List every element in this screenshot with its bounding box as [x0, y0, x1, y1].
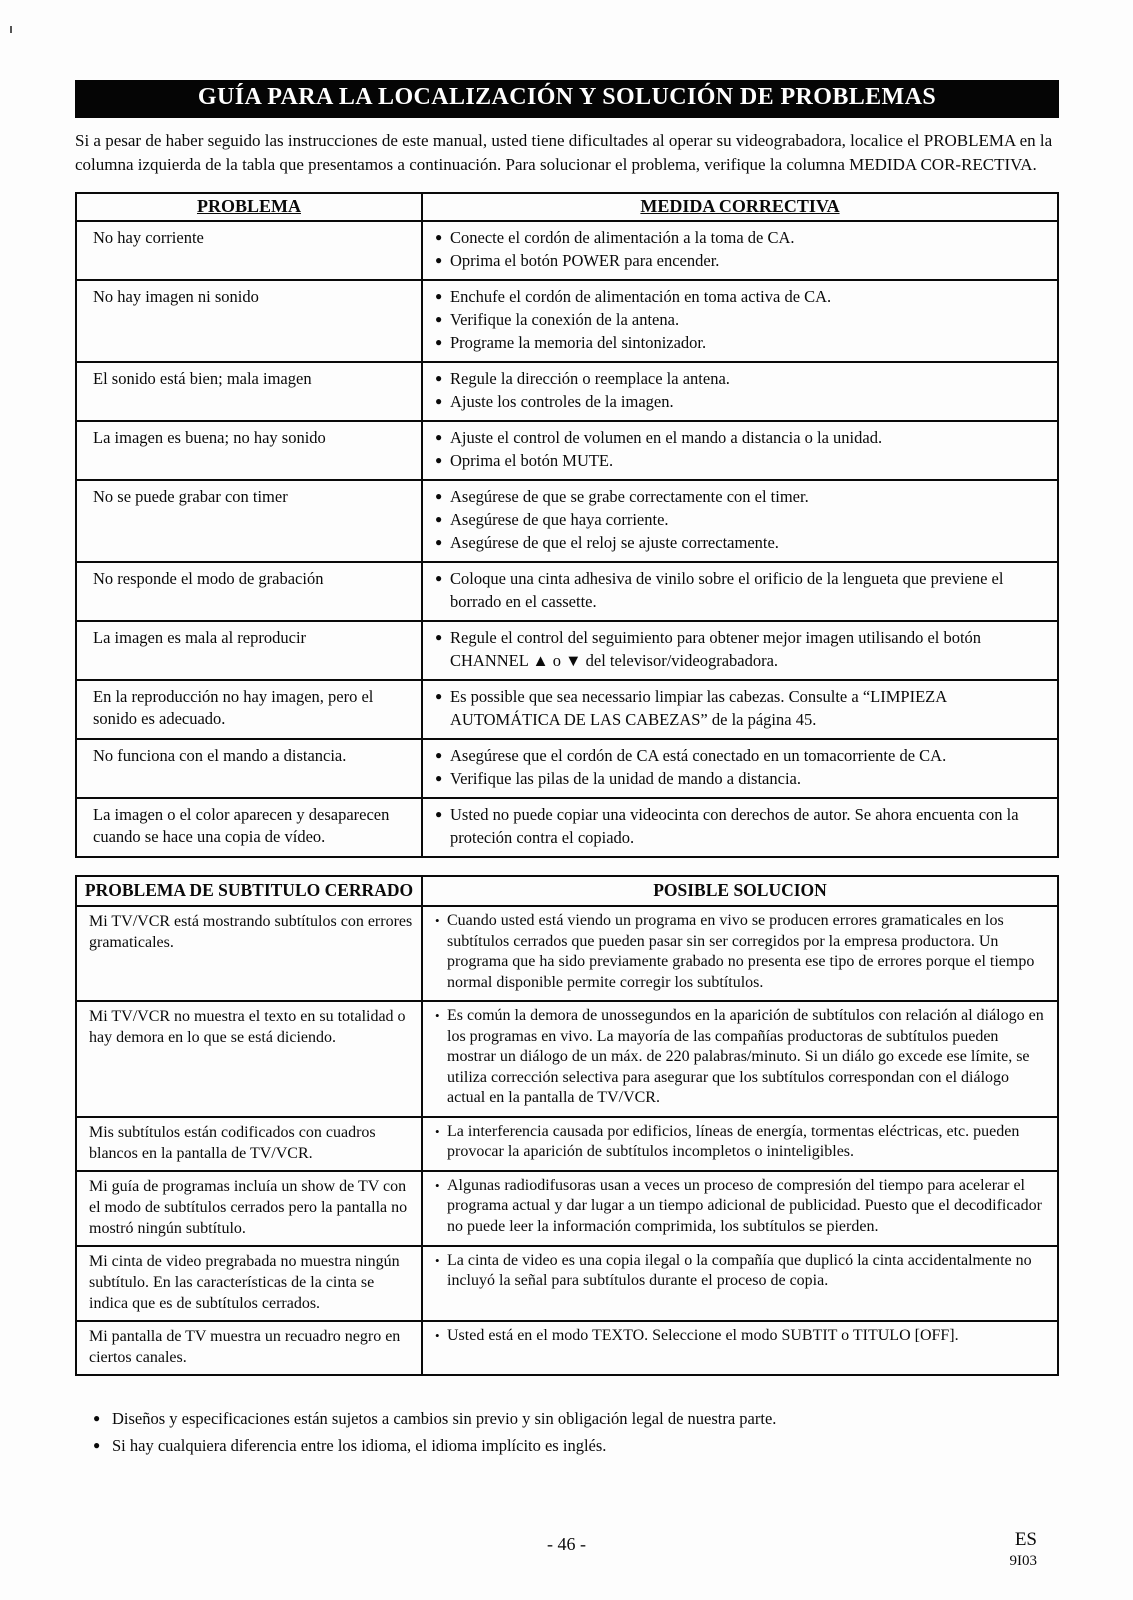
language-code: ES: [1014, 1529, 1037, 1550]
bullet-text: Es común la demora de unossegundos en la aparición de subtítulos con relación al diálogo en los programas en vivo. La mayoría de las compañías productoras de subtítulos pueden mostrar un diálogo de un máx. de 220 palabras/minuto. Si un diálo go excede ese límite, se utiliza corrección selectiva para asegurar que los subtítulos correspondan con el diálogo actual en la pantalla de TV/VCR.: [447, 1007, 1044, 1106]
solutions-cell: [422, 421, 1058, 480]
troubleshooting-table: [75, 192, 1059, 858]
solutions-cell: [422, 1171, 1058, 1246]
page-title: GUÍA PARA LA LOCALIZACIÓN Y SOLUCIÓN DE PROBLEMAS: [197, 84, 937, 110]
problem-cell: La imagen es buena; no hay sonido: [76, 421, 422, 480]
bullet-icon: ●: [435, 394, 443, 408]
bullet-item: [435, 567, 1051, 613]
intro-paragraph: Si a pesar de haber seguido las instrucciones de este manual, usted tiene dificultades al operar su videograbadora, localice el PROBLEMA en la columna izquierda de la tabla que presentamos a continuación. Para solucionar el problema, verifique la columna MEDIDA COR-RECTIVA.: [75, 131, 1053, 174]
table-row: [76, 1246, 1058, 1321]
table-row: [76, 562, 1058, 621]
closed-caption-table: [75, 875, 1059, 1376]
solutions-cell: [422, 680, 1058, 739]
bullet-icon: ●: [93, 1437, 101, 1452]
bullet-text: Verifique las pilas de la unidad de mando a distancia.: [450, 769, 801, 788]
footer-codes: [1010, 1528, 1038, 1571]
problem-cell: El sonido está bien; mala imagen: [76, 362, 422, 421]
problem-cell: No se puede grabar con timer: [76, 480, 422, 562]
bullet-item: [93, 1405, 1059, 1432]
bullet-text: Usted está en el modo TEXTO. Seleccione el modo SUBTIT o TITULO [OFF].: [447, 1326, 959, 1344]
solutions-cell: [422, 362, 1058, 421]
table-row: [76, 906, 1058, 1001]
solutions-cell: [422, 906, 1058, 1001]
bullet-icon: ●: [435, 230, 443, 244]
table-row: [76, 480, 1058, 562]
bullet-icon: ●: [435, 807, 443, 821]
bullet-icon: ●: [435, 512, 443, 526]
table-row: [76, 1321, 1058, 1375]
bullet-text: Cuando usted está viendo un programa en vivo se producen errores gramaticales en los subtítulos cerrados que pueden pasar sin ser corregidos por la empresa productora. Un programa que ha sido previamente grabado no presenta ese tipo de errores porque el tiempo normal disponible permite corregir los subtítulos.: [447, 912, 1035, 991]
bullet-text: Asegúrese de que haya corriente.: [450, 510, 669, 529]
scan-artifact: [10, 26, 12, 33]
bullet-item: [435, 1006, 1051, 1109]
table-row: [76, 621, 1058, 680]
bullet-text: La cinta de video es una copia ilegal o la compañía que duplicó la cinta accidentalmente no incluyó la señal para subtítulos durante el proceso de copia.: [447, 1251, 1032, 1289]
bullet-text: Ajuste los controles de la imagen.: [450, 392, 674, 411]
table-row: [76, 1171, 1058, 1246]
bullet-item: [435, 803, 1051, 849]
bullet-text: Oprima el botón MUTE.: [450, 451, 614, 470]
bullet-icon: •: [435, 1177, 440, 1193]
problem-cell: La imagen es mala al reproducir: [76, 621, 422, 680]
problem-cell: La imagen o el color aparecen y desaparecen cuando se hace una copia de vídeo.: [76, 798, 422, 857]
bullet-icon: ●: [435, 689, 443, 703]
cc-solution-column-header: POSIBLE SOLUCION: [422, 876, 1058, 906]
bullet-icon: ●: [93, 1410, 101, 1425]
solutions-cell: [422, 1001, 1058, 1117]
table-row: [76, 739, 1058, 798]
table-row: [76, 1001, 1058, 1117]
bullet-item: [435, 685, 1051, 731]
bullet-icon: •: [435, 1252, 440, 1268]
bullet-item: [435, 308, 1051, 331]
bullet-text: Programe la memoria del sintonizador.: [450, 333, 707, 352]
solutions-cell: [422, 221, 1058, 280]
footnotes: [75, 1405, 1059, 1459]
problem-cell: Mis subtítulos están codificados con cuadros blancos en la pantalla de TV/VCR.: [76, 1117, 422, 1171]
bullet-text: Usted no puede copiar una videocinta con derechos de autor. Se ahora encuenta con la proteción contra el copiado.: [450, 805, 1019, 847]
bullet-icon: •: [435, 1327, 440, 1343]
problem-cell: Mi pantalla de TV muestra un recuadro negro en ciertos canales.: [76, 1321, 422, 1375]
bullet-text: Asegúrese de que el reloj se ajuste correctamente.: [450, 533, 779, 552]
bullet-icon: ●: [435, 335, 443, 349]
bullet-item: [435, 744, 1051, 767]
table-row: [76, 1117, 1058, 1171]
solutions-cell: [422, 280, 1058, 362]
problem-cell: En la reproducción no hay imagen, pero el sonido es adecuado.: [76, 680, 422, 739]
problem-cell: No responde el modo de grabación: [76, 562, 422, 621]
solutions-cell: [422, 562, 1058, 621]
bullet-item: [93, 1432, 1059, 1459]
bullet-text: Asegúrese de que se grabe correctamente con el timer.: [450, 487, 809, 506]
bullet-item: [435, 1176, 1051, 1238]
bullet-icon: ●: [435, 453, 443, 467]
bullet-item: [435, 249, 1051, 272]
bullet-item: [435, 911, 1051, 993]
solutions-cell: [422, 739, 1058, 798]
bullet-icon: ●: [435, 630, 443, 644]
table-row: [76, 798, 1058, 857]
problem-cell: No funciona con el mando a distancia.: [76, 739, 422, 798]
bullet-item: [435, 390, 1051, 413]
solutions-cell: [422, 1246, 1058, 1321]
table-row: [76, 362, 1058, 421]
bullet-icon: ●: [435, 289, 443, 303]
bullet-item: [435, 1122, 1051, 1163]
solution-column-header: [422, 193, 1058, 221]
bullet-text: Regule el control del seguimiento para obtener mejor imagen utilisando el botón CHANNEL ▲ o ▼ del televisor/videograbadora.: [450, 628, 982, 670]
problem-cell: No hay imagen ni sonido: [76, 280, 422, 362]
bullet-icon: ●: [435, 748, 443, 762]
bullet-text: La interferencia causada por edificios, líneas de energía, tormentas eléctricas, etc. pueden provocar la aparición de subtítulos incompletos o ininteligibles.: [447, 1122, 1020, 1160]
bullet-text: Diseños y especificaciones están sujetos a cambios sin previo y sin obligación legal de nuestra parte.: [112, 1408, 777, 1428]
bullet-item: [435, 485, 1051, 508]
solutions-cell: [422, 621, 1058, 680]
bullet-item: [435, 1326, 1051, 1347]
doc-code: 9I03: [1009, 1552, 1037, 1569]
solution-header-label: MEDIDA CORRECTIVA: [640, 196, 840, 216]
bullet-text: Coloque una cinta adhesiva de vinilo sobre el orificio de la lengueta que previene el borrado en el cassette.: [450, 569, 1004, 611]
bullet-icon: •: [435, 1123, 440, 1139]
bullet-text: Conecte el cordón de alimentación a la toma de CA.: [450, 228, 795, 247]
bullet-icon: •: [435, 913, 440, 928]
bullet-text: Verifique la conexión de la antena.: [450, 310, 680, 329]
problem-cell: Mi TV/VCR no muestra el texto en su totalidad o hay demora en lo que se está diciendo.: [76, 1001, 422, 1117]
bullet-icon: ●: [435, 535, 443, 549]
table-header-row: [76, 193, 1058, 221]
bullet-text: Si hay cualquiera diferencia entre los idioma, el idioma implícito es inglés.: [112, 1435, 607, 1455]
bullet-item: [435, 367, 1051, 390]
table-header-row: [76, 876, 1058, 906]
bullet-item: [435, 508, 1051, 531]
table-row: [76, 680, 1058, 739]
bullet-icon: ●: [435, 371, 443, 385]
bullet-text: Asegúrese que el cordón de CA está conectado en un tomacorriente de CA.: [450, 746, 947, 765]
problem-cell: Mi TV/VCR está mostrando subtítulos con errores gramaticales.: [76, 906, 422, 1001]
bullet-item: [435, 531, 1051, 554]
problem-cell: Mi guía de programas incluía un show de TV con el modo de subtítulos cerrados pero la pantalla no mostró ningún subtítulo.: [76, 1171, 422, 1246]
table-row: [76, 421, 1058, 480]
page-number: - 46 -: [547, 1534, 586, 1554]
bullet-text: Algunas radiodifusoras usan a veces un proceso de compresión del tiempo para acelerar el programa actual y dar lugar a un tiempo adicional de publicidad. Puesto que el decodificador no puede leer la información comprimida, los subtítulos se pierden.: [447, 1176, 1042, 1235]
cc-problem-column-header: PROBLEMA DE SUBTITULO CERRADO: [76, 876, 422, 906]
bullet-text: Es possible que sea necessario limpiar las cabezas. Consulte a “LIMPIEZA AUTOMÁTICA DE LAS CABEZAS” de la página 45.: [450, 687, 947, 729]
solutions-cell: [422, 480, 1058, 562]
bullet-item: [435, 1251, 1051, 1292]
bullet-item: [435, 426, 1051, 449]
bullet-item: [435, 285, 1051, 308]
bullet-icon: ●: [435, 489, 443, 503]
bullet-item: [435, 226, 1051, 249]
problem-cell: Mi cinta de video pregrabada no muestra ningún subtítulo. En las características de la cinta se indica que es de subtítulos cerrados.: [76, 1246, 422, 1321]
bullet-icon: ●: [435, 771, 443, 785]
table-row: [76, 221, 1058, 280]
bullet-icon: ●: [435, 312, 443, 326]
bullet-text: Ajuste el control de volumen en el mando a distancia o la unidad.: [450, 428, 883, 447]
page-content: [75, 80, 1059, 1459]
problem-header-label: PROBLEMA: [196, 196, 301, 216]
bullet-icon: ●: [435, 571, 443, 585]
bullet-icon: ●: [435, 253, 443, 267]
bullet-item: [435, 626, 1051, 672]
solutions-cell: [422, 1117, 1058, 1171]
bullet-icon: ●: [435, 430, 443, 444]
bullet-text: Enchufe el cordón de alimentación en toma activa de CA.: [450, 287, 832, 306]
problem-column-header: [76, 193, 422, 221]
bullet-item: [435, 449, 1051, 472]
solutions-cell: [422, 798, 1058, 857]
problem-cell: No hay corriente: [76, 221, 422, 280]
bullet-icon: •: [435, 1008, 440, 1023]
solutions-cell: [422, 1321, 1058, 1375]
table-row: [76, 280, 1058, 362]
bullet-text: Oprima el botón POWER para encender.: [450, 251, 720, 270]
bullet-item: [435, 331, 1051, 354]
bullet-item: [435, 767, 1051, 790]
bullet-text: Regule la dirección o reemplace la antena.: [450, 369, 730, 388]
section-title-bar: [75, 80, 1059, 118]
